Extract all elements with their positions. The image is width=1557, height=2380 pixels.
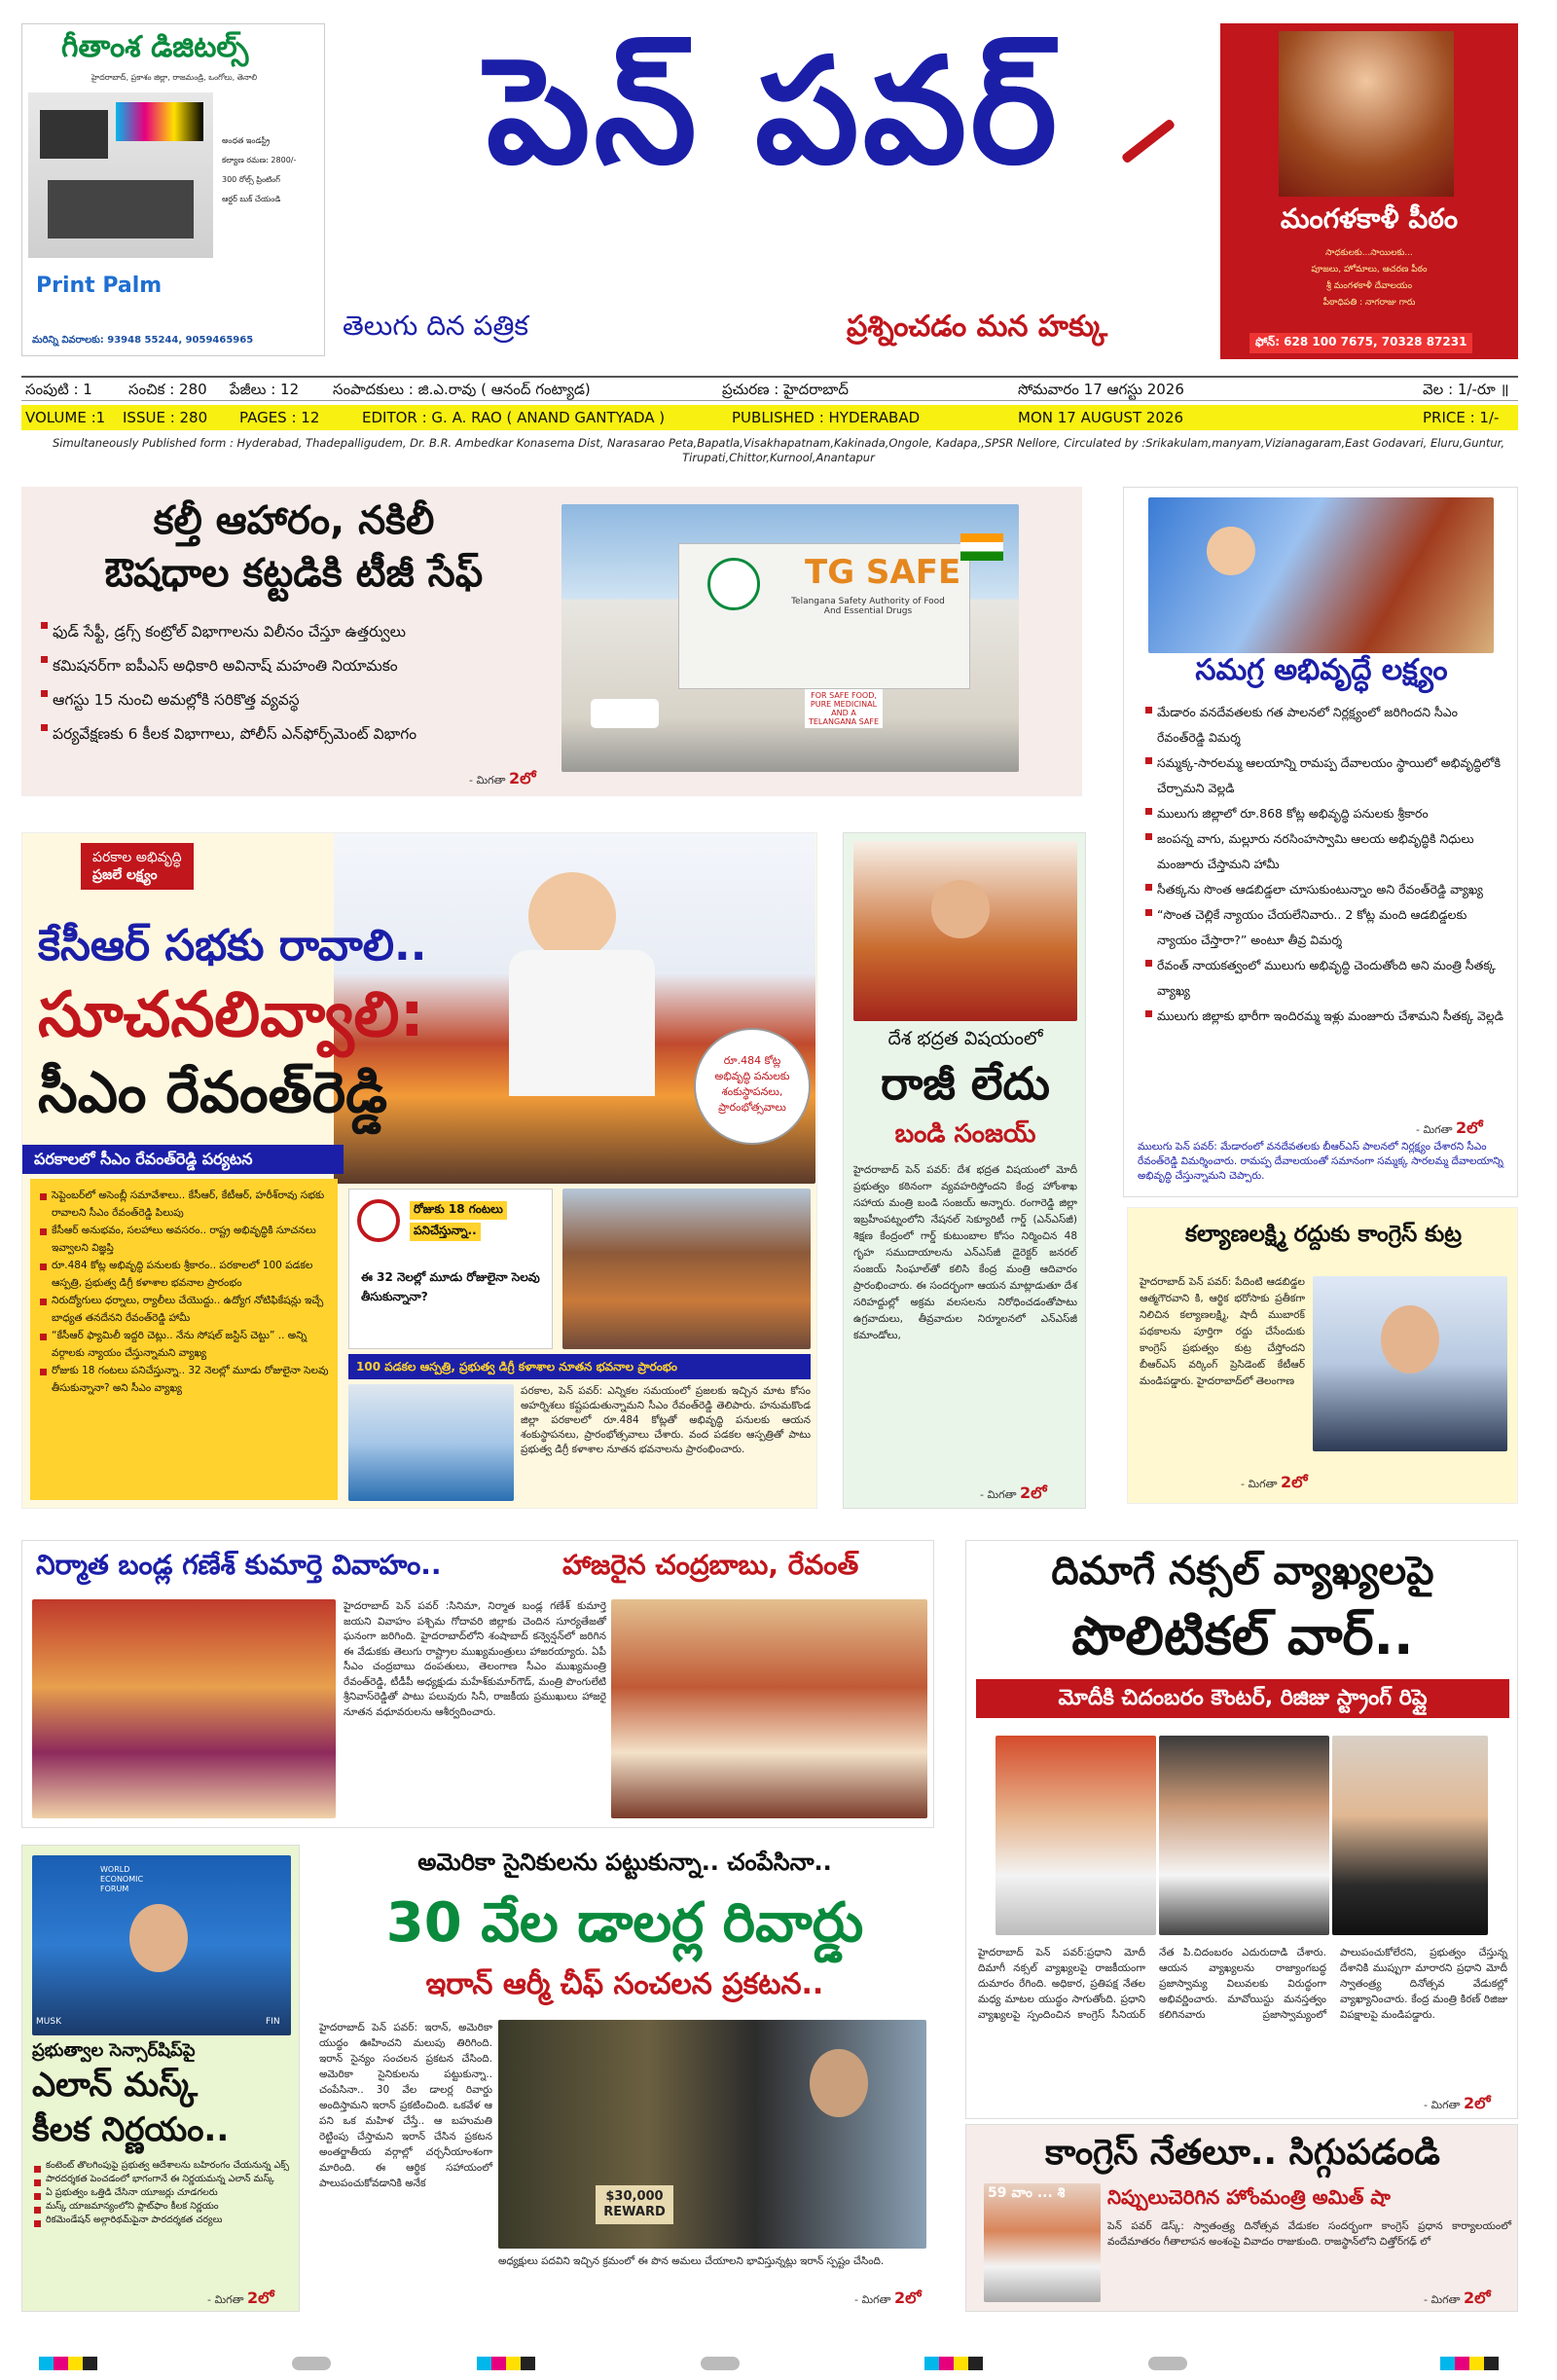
story-intro: ములుగు పెన్ పవర్: మేడారంలో వనదేవతలకు బీఆర్ఎస్ పాలనలో నిర్లక్ష్యం చేశారని సీఎం రేవంత్‌రెడ్డి విమర్శించారు. రామప్ప దేవాలయంతో సమానంగా సమ్మక్క సారలమ్మ దేవాలయాన్ని అభివృద్ధి చేస్తున్నామని చెప్పారు. xyxy=(1138,1141,1503,1182)
story-body: హైదరాబాద్ పెన్ పవర్: దేశ భద్రత విషయంలో మోదీ ప్రభుత్వం కఠినంగా వ్యవహరిస్తోందని కేంద్ర హోంశాఖ సహాయ మంత్రి బండి సంజయ్ అన్నారు. రంగారెడ్డి జిల్లా ఇబ్రహీంపట్నంలోని నేషనల్ సెక్యూరిటీ గార్డ్ (ఎన్ఎస్‌జీ) శిక్షణ కేంద్రంలో గార్డ్ కుటుంబాల కోసం నిర్మించిన 48 గృహ సముదాయాలను ఎన్ఎస్‌జీ డైరెక్టర్ జనరల్ సంజయ్ సింఘాల్‌తో కలిసి కేంద్ర మంత్రి ఆదివారం ప్రారంభించారు. ఈ సందర్భంగా ఆయన మాట్లాడుతూ దేశ సరిహద్దుల్లో అక్రమ వలసలను నిరోధించడంతోపాటు ఉగ్రవాదులు, తీవ్రవాదుల నిర్మూలనలో ఎన్ఎస్‌జీ కమాండోలు, xyxy=(853,1164,1077,1341)
sub-bar: పరకాలలో సీఎం రేవంత్‌రెడ్డి పర్యటన xyxy=(22,1145,344,1174)
continued-label: - మిగతా xyxy=(469,774,506,787)
continued xyxy=(1241,1473,1308,1495)
pages-te: పేజీలు : 12 xyxy=(230,381,300,398)
headline: కాంగ్రెస్ నేతలూ.. సిగ్గుపడండి xyxy=(1045,2133,1440,2173)
price-en: PRICE : 1/- xyxy=(1423,409,1500,426)
bullet: ఏ ప్రభుత్వం ఒత్తిడి చేసినా యూజర్లు చూడగలరు xyxy=(32,2186,293,2200)
story-parakala xyxy=(21,832,817,1509)
clock-line: రోజుకు 18 గంటలు xyxy=(410,1201,507,1220)
bullet: ఫుడ్ సేఫ్టీ, డ్రగ్స్ కంట్రోల్ విభాగాలను విలీనం చేస్తూ ఉత్తర్వులు xyxy=(39,615,564,649)
tg-safe-building-photo xyxy=(561,504,1019,772)
ktr-photo xyxy=(1313,1276,1507,1451)
story-dimagi-naxal xyxy=(965,1540,1518,2119)
ad-line: 300 రోల్స్ ప్రింటింగ్ xyxy=(222,175,280,184)
clock-line: పనిచేస్తున్నా.. xyxy=(410,1223,481,1241)
ad-line: కల్యాణ రమణ: 2800/- xyxy=(222,156,297,165)
continued-page: 2లో xyxy=(1281,1473,1308,1491)
ad-line: పూజలు, హోమాలు, ఆచరణ పీఠం xyxy=(1311,265,1428,275)
bullet: కేసీఆర్ అనుభవం, సలహాలు అవసరం.. రాష్ట్ర అభివృద్ధికి సూచనలు ఇవ్వాలని విజ్ఞప్తి xyxy=(38,1222,330,1257)
tg-safe-sign-sub: Telangana Safety Authority of Food And Essential Drugs xyxy=(791,597,945,616)
continued xyxy=(1424,2288,1491,2311)
ad-line: ఆర్డర్ బుక్ చేయండి xyxy=(222,195,281,203)
story-samagra-abhivruddhi xyxy=(1123,487,1518,1197)
headline: కీలక నిర్ణయం.. xyxy=(32,2110,230,2149)
bullet: కంటెంట్ తొలగింపుపై ప్రభుత్వ ఆదేశాలను బహిరంగం చేయనున్న ఎక్స్ xyxy=(32,2159,293,2173)
continued-page: 2లో xyxy=(247,2288,274,2307)
continued xyxy=(1424,2094,1491,2116)
wef-logo: WORLD ECONOMIC FORUM xyxy=(100,1865,144,1893)
sub-headline: నిప్పులుచెరిగిన హోంమంత్రి అమిత్ షా xyxy=(1107,2185,1391,2209)
clock-callout xyxy=(348,1189,553,1349)
bullet-list xyxy=(38,1187,330,1397)
ad-gitamsha-digitals xyxy=(21,23,325,356)
continued-page: 2లో xyxy=(509,769,536,787)
speaker-name: బండి సంజయ్ xyxy=(894,1119,1036,1149)
name-plate: MUSK xyxy=(36,2017,61,2027)
print-registration-mark xyxy=(924,2357,983,2370)
bullet: ములుగు జిల్లాలో రూ.868 కోట్ల అభివృద్ధి పనులకు శ్రీకారం xyxy=(1143,801,1505,826)
continued-page: 2లో xyxy=(894,2288,922,2307)
headline: సమగ్ర అభివృద్ధే లక్ష్యం xyxy=(1195,653,1448,687)
continued-label: - మిగతా xyxy=(854,2293,891,2306)
ad-line: అంధత ఇండస్ట్రీ xyxy=(222,136,271,145)
issue-info-bar-english xyxy=(21,405,1518,430)
tag-line: ప్రజలే లక్ష్యం xyxy=(92,867,158,883)
bullet: కమిషనర్‌గా ఐపీఎస్ అధికారి అవినాష్ మహంతి నియామకం xyxy=(39,649,564,683)
date-te: సోమవారం 17 ఆగస్టు 2026 xyxy=(1018,381,1184,398)
continued-page: 2లో xyxy=(1020,1483,1047,1502)
headline: ప్రభుత్వాల సెన్సార్‌షిప్‌పై xyxy=(32,2040,196,2061)
story-bandla-ganesh-wedding xyxy=(21,1540,934,1828)
headline: ఎలాన్ మస్క్ xyxy=(32,2066,199,2105)
date-en: MON 17 AUGUST 2026 xyxy=(1018,409,1184,426)
bullet: రికమెండేషన్ అల్గారిథమ్‌పైనా పారదర్శకత చర్యలు xyxy=(32,2214,293,2227)
bullet-list xyxy=(39,615,564,751)
story-body: హైదరాబాద్ పెన్ పవర్: ఇరాన్, అమెరికా యుద్ధం ఊహించని మలుపు తిరిగింది. ఇరాన్ సైన్యం సంచలన ప్రకటన చేసింది. అమెరికా సైనికులను పట్టుకున్నా.. చంపేసినా.. 30 వేల డాలర్ల రివార్డు అందిస్తామని ఇరాన్ ప్రకటించింది. ఒకవేళ ఆ పని ఒక మహిళ చేస్తే.. ఆ బహుమతి రెట్టింపు చేస్తామని ఇరాన్ చేసిన ప్రకటన అంతర్జాతీయ వర్గాల్లో చర్చనీయాంశంగా మారింది. ఈ ఆర్థిక సహాయంలో పాలుపంచుకోవడానికి అనేక xyxy=(319,2022,492,2189)
ad-title: గీతాంశ డిజిటల్స్ xyxy=(61,30,249,64)
ad-contact: మరిన్ని వివరాలకు: 93948 55244, 9059465965 xyxy=(32,335,254,346)
headline: సీఎం రేవంత్‌రెడ్డి xyxy=(38,1059,388,1125)
print-registration-mark xyxy=(39,2357,97,2370)
bullet: జంపన్న వాగు, మల్లూరు నరసింహస్వామి ఆలయ అభివృద్ధికి నిధులు మంజూరు చేస్తామని హామీ xyxy=(1143,826,1505,877)
continued xyxy=(469,769,536,791)
bullet-list xyxy=(32,2159,293,2227)
continued-page: 2లో xyxy=(1464,2288,1491,2307)
story-tg-safe xyxy=(21,487,1082,796)
bullet: “కేసీఆర్ ఫ్యామిలీ ఇద్దరి చెట్లు.. నేను సోషల్ జస్టిస్ చెట్టు” .. అన్ని వర్గాలకు న్యాయం చేస్తున్నామని వ్యాఖ్య xyxy=(38,1327,330,1362)
continued-label: - మిగతా xyxy=(207,2293,244,2306)
story-elon-musk xyxy=(21,1845,300,2312)
pages-en: PAGES : 12 xyxy=(239,409,320,426)
elon-musk-photo xyxy=(32,1855,291,2035)
print-registration-mark xyxy=(701,2357,740,2370)
headline: సూచనలివ్వాలి: xyxy=(38,979,425,1051)
editor-en: EDITOR : G. A. RAO ( ANAND GANTYADA ) xyxy=(362,409,666,426)
headline: దిమాగే నక్సల్ వ్యాఖ్యలపై xyxy=(1051,1549,1434,1593)
story-congress-amit-shah xyxy=(965,2124,1518,2312)
bullet: సమ్మక్క-సారలమ్మ ఆలయాన్ని రామప్ప దేవాలయం స్థాయిలో అభివృద్ధిలోకి చేర్చామని వెల్లడి xyxy=(1143,751,1505,801)
amit-shah-photo xyxy=(984,2183,1101,2302)
bullet: రోజుకు 18 గంటలు పనిచేస్తున్నా.. 32 నెలల్లో మూడు రోజులైనా సెలవు తీసుకున్నానా? అని సీఎం వ్యాఖ్య xyxy=(38,1362,330,1397)
name-plate: FIN xyxy=(266,2017,280,2027)
bullet: “సొంత చెల్లికే న్యాయం చేయలేనివారు.. 2 కోట్ల మంది ఆడబిడ్డలకు న్యాయం చేస్తారా?” అంటూ తీవ్ర విమర్శ xyxy=(1143,902,1505,953)
ad-mangalakali-peetham xyxy=(1220,23,1518,359)
bullet: పర్యవేక్షణకు 6 కీలక విభాగాలు, పోలీస్ ఎన్‌ఫోర్స్‌మెంట్ విభాగం xyxy=(39,717,564,751)
bullet: మేడారం వనదేవతలకు గత పాలనలో నిర్లక్ష్యంలో జరిగిందని సీఎం రేవంత్‌రెడ్డి విమర్శ xyxy=(1143,700,1505,751)
editor-te: సంపాదకులు : జి.ఎ.రావు ( ఆనంద్ గంట్యాడ) xyxy=(333,381,591,398)
ad-brand: Print Palm xyxy=(36,274,163,298)
print-registration-mark xyxy=(1148,2357,1187,2370)
masthead-title: పెన్ పవర్ xyxy=(486,27,1062,197)
story-kalyanalakshmi xyxy=(1127,1207,1518,1504)
modi-photo xyxy=(996,1736,1156,1935)
ad-phone: ఫోన్: 628 100 7675, 70328 87231 xyxy=(1249,333,1472,353)
headline: కల్తీ ఆహారం, నకిలీ xyxy=(153,498,435,543)
continued xyxy=(980,1483,1047,1506)
ad-line: శ్రీ మంగళకాళీ దేవాలయం xyxy=(1325,281,1413,291)
tg-safe-board: FOR SAFE FOOD, PURE MEDICINAL AND A TELANGANA SAFE xyxy=(805,689,883,728)
reward-badge: $30,000 REWARD xyxy=(596,2185,673,2224)
sub-headline: ఇరాన్ ఆర్మీ చీఫ్ సంచలన ప్రకటన.. xyxy=(425,1967,824,2001)
bandi-sanjay-photo xyxy=(853,841,1077,1021)
ad-subtitle: హైదరాబాద్, ప్రకాశం జిల్లా, రాజమండ్రి, ఒంగోలు, తెనాలి xyxy=(91,73,258,82)
tag-parakala xyxy=(81,843,194,890)
masthead-slogan: ప్రశ్నించడం మన హక్కు xyxy=(847,310,1108,344)
story-body: పెన్ పవర్ డెస్క్: స్వాతంత్ర్య దినోత్సవ వేడుకల సందర్భంగా కాంగ్రెస్ ప్రధాన కార్యాలయంలో వందేమాతరం గీతాలాపన అంశంపై వివాదం రాజుకుంది. రాజస్థాన్‌లోని చిత్తోర్‌గఢ్ లో xyxy=(1107,2220,1511,2248)
revanth-medaram-photo xyxy=(1148,497,1494,653)
bullet-list xyxy=(1143,700,1505,1029)
stat-bubble: రూ.484 కోట్ల అభివృద్ధి పనులకు శంకుస్థాపనలు, ప్రారంభోత్సవాలు xyxy=(694,1028,811,1145)
continued-label: - మిగతా xyxy=(980,1488,1017,1501)
continued-label: - మిగతా xyxy=(1241,1478,1278,1490)
story-bandi-sanjay xyxy=(843,832,1086,1509)
continued xyxy=(207,2288,274,2311)
chidambaram-photo xyxy=(1159,1736,1329,1935)
headline: కల్యాణలక్ష్మి రద్దుకు కాంగ్రెస్ కుట్ర xyxy=(1184,1222,1463,1247)
masthead-tagline: తెలుగు దిన పత్రిక xyxy=(343,310,528,342)
headline: హాజరైన చంద్రబాబు, రేవంత్ xyxy=(562,1549,859,1581)
continued-page: 2లో xyxy=(1456,1118,1483,1137)
tag-line: పరకాల అభివృద్ధి xyxy=(92,850,182,865)
published-te: ప్రచురణ : హైదరాబాద్ xyxy=(722,381,849,398)
bullet: మస్క్ యాజమాన్యంలోని ప్లాట్‌ఫాం కీలక నిర్ణయం xyxy=(32,2200,293,2214)
headline: పొలిటికల్ వార్.. xyxy=(1071,1605,1414,1666)
tg-safe-sign: TG SAFE xyxy=(805,553,961,592)
photo-caption: అధ్యక్షులు పదవిని ఇచ్చిన క్రమంలో ఈ పొన అమలు చేయాలని భావిస్తున్నట్లు ఇరాన్ స్పష్టం చేసింది. xyxy=(498,2255,885,2267)
bullet: ఆగస్టు 15 నుంచి అమల్లోకి సరికొత్త వ్యవస్థ xyxy=(39,683,564,717)
swami-photo xyxy=(1279,31,1454,197)
headline: 30 వేల డాలర్ల రివార్డు xyxy=(385,1891,864,1955)
story-body: హైదరాబాద్ పెన్ పవర్:ప్రధాని మోదీ దిమాగీ నక్సల్ వ్యాఖ్యలపై రాజకీయంగా దుమారం రేగింది. అధికార, ప్రతిపక్ష నేతల మధ్య మాటల యుద్ధం సాగుతోంది. ప్రధాని వ్యాఖ్యలపై స్పందించిన కాంగ్రెస్ సీనియర్ నేత పి.చిదంబరం ఎదురుదాడి చేశారు. ఆయన వ్యాఖ్యలను రాజ్యాంగబద్ధ ప్రజాస్వామ్య విలువలకు విరుద్ధంగా అభివర్ణించారు. మావోయిస్టు మనస్తత్వం కలిగినవారు ప్రజాస్వామ్యంలో పాలుపంచుకోలేరని, ప్రభుత్వం చేస్తున్న దేశానికి ముప్పుగా మారారని ప్రధాని మోదీ స్వాతంత్ర్య దినోత్సవ వేడుకల్లో వ్యాఖ్యానించారు. కేంద్ర మంత్రి కిరణ్ రిజిజు విపక్షాలపై మండిపడ్డారు. xyxy=(978,1947,1507,2021)
kicker: అమెరికా సైనికులను పట్టుకున్నా.. చంపేసినా.. xyxy=(417,1849,832,1876)
tg-safe-emblem-icon xyxy=(707,558,760,610)
sub-headline: మోదీకి చిదంబరం కౌంటర్, రిజిజు స్ట్రాంగ్ రిప్లై xyxy=(976,1679,1509,1718)
rijiju-photo xyxy=(1332,1736,1488,1935)
hospital-opening-photo xyxy=(348,1384,514,1501)
volume-en: VOLUME :1 xyxy=(25,409,106,426)
circulation-note: Simultaneously Published form : Hyderabad, Thadepalligudem, Dr. B.R. Ambedkar Konasema Dist, Narasarao Peta,Bapatla,Visakhapatnam,Kakinada,Ongole, Kadapa,,SPSR Nellore, Circulated by :Srikakulam,manyam,Vizianagaram,East Godavari, Eluru,Guntur, Tirupati,Chittor,Kurnool,Anantapur xyxy=(52,436,1504,464)
photo-text: 59 వాం ... శి xyxy=(988,2185,1066,2201)
soldiers-photo xyxy=(498,2020,926,2249)
bullet-panel xyxy=(30,1179,338,1500)
headline: రాజీ లేదు xyxy=(881,1057,1050,1110)
continued-page: 2లో xyxy=(1464,2094,1491,2112)
wedding-photo-left xyxy=(32,1599,336,1818)
headline: ఔషధాల కట్టడికి టీజీ సేఫ్ xyxy=(104,551,484,596)
bullet: నిరుద్యోగులు ధర్నాలు, ర్యాలీలు చేయొద్దు.. ఉద్యోగ నోటిఫికేషన్లు ఇచ్చే బాధ్యత తనదేనని రేవంత్‌రెడ్డి హామీ xyxy=(38,1292,330,1327)
bullet: రూ.484 కోట్ల అభివృద్ధి పనులకు శ్రీకారం.. పరకాలలో 100 పడకల ఆస్పత్రి, ప్రభుత్వ డిగ్రీ కళాశాల భవనాల ప్రారంభం xyxy=(38,1257,330,1292)
printer-image xyxy=(28,92,213,258)
wedding-photo-right xyxy=(611,1599,927,1818)
continued xyxy=(1416,1118,1483,1141)
clock-icon xyxy=(357,1199,400,1242)
price-te: వెల : 1/-రూ ॥ xyxy=(1423,381,1509,398)
continued-label: - మిగతా xyxy=(1424,2099,1461,2111)
issue-en: ISSUE : 280 xyxy=(123,409,208,426)
bullet: ములుగు జిల్లాకు భారీగా ఇందిరమ్మ ఇళ్లు మంజూరు చేశామని సీతక్క వెల్లడి xyxy=(1143,1004,1505,1029)
volume-te: సంపుటి : 1 xyxy=(25,381,92,398)
story-body: పరకాల, పెన్ పవర్: ఎన్నికల సమయంలో ప్రజలకు ఇచ్చిన మాట కోసం అహర్నిశలు కష్టపడుతున్నామని సీఎం రేవంత్‌రెడ్డి తెలిపారు. హనుమకొండ జిల్లా పరకాలలో రూ.484 కోట్లతో అభివృద్ధి పనులకు ఆయన శంకుస్థాపనలు, ప్రారంభోత్సవాలు చేశారు. వంద పడకల ఆస్పత్రితో పాటు ప్రభుత్వ డిగ్రీ కళాశాల నూతన భవనాలను ప్రారంభించారు. xyxy=(521,1385,811,1455)
print-registration-mark xyxy=(477,2357,535,2370)
crowd-photo xyxy=(562,1189,811,1349)
ad-line: పీఠాధిపతి : నాగరాజు గారు xyxy=(1322,298,1416,308)
headline: నిర్మాత బండ్ల గణేశ్ కుమార్తె వివాహం.. xyxy=(36,1549,442,1581)
print-registration-mark xyxy=(1440,2357,1499,2370)
ad-banner: మంగళకాళీ పీఠం xyxy=(1280,202,1459,235)
photo-caption: 100 పడకల ఆస్పత్రి, ప్రభుత్వ డిగ్రీ కళాశాల నూతన భవనాల ప్రారంభం xyxy=(348,1354,811,1379)
ad-line: సాధకులకు...సాయిలకు... xyxy=(1325,248,1413,258)
continued-label: - మిగతా xyxy=(1424,2293,1461,2306)
issue-info-bar-telugu xyxy=(21,376,1518,401)
bullet: సెప్టెంబర్‌లో అసెంబ్లీ సమావేశాలు.. కేసీఆర్, కేటీఆర్, హరీశ్‌రావు సభకు రావాలని సీఎం రేవంత్‌రెడ్డి పిలుపు xyxy=(38,1187,330,1222)
bullet: సీతక్కను సొంత ఆడబిడ్డలా చూసుకుంటున్నాం అని రేవంత్‌రెడ్డి వ్యాఖ్య xyxy=(1143,877,1505,902)
print-registration-mark xyxy=(292,2357,331,2370)
quote: ఈ 32 నెలల్లో మూడు రోజులైనా సెలవు తీసుకున్నానా? xyxy=(361,1270,540,1303)
bullet: పారదర్శకత పెంచడంలో భాగంగానే ఈ నిర్ణయమన్న ఎలాన్ మస్క్ xyxy=(32,2173,293,2186)
bullet: రేవంత్ నాయకత్వంలో ములుగు అభివృద్ధి చెందుతోంది అని మంత్రి సీతక్క వ్యాఖ్య xyxy=(1143,953,1505,1004)
continued xyxy=(854,2288,922,2311)
story-body: హైదరాబాద్ పెన్ పవర్: పేదింటి ఆడబిడ్డల ఆత్మగౌరవాని కి, ఆర్థిక భరోసాకు ప్రతీకగా నిలిచిన కల్యాణలక్ష్మి, షాదీ ముబారక్ పథకాలను పూర్తిగా రద్దు చేసేందుకు కాంగ్రెస్ ప్రభుత్వం కుట్ర చేస్తోందని బీఆర్ఎస్ వర్కింగ్ ప్రెసిడెంట్ కేటీఆర్ మండిపడ్డారు. హైదరాబాద్‌లో తెలంగాణ xyxy=(1140,1276,1305,1387)
headline: కేసీఆర్ సభకు రావాలి.. xyxy=(38,921,427,970)
continued-label: - మిగతా xyxy=(1416,1123,1453,1136)
issue-te: సంచిక : 280 xyxy=(128,381,207,398)
story-iran-reward xyxy=(313,1845,936,2312)
kicker: దేశ భద్రత విషయంలో xyxy=(887,1028,1043,1049)
story-body: హైదరాబాద్ పెన్ పవర్ :సినిమా, నిర్మాత బండ్ల గణేశ్ కుమార్తె జయని వివాహం పశ్చిమ గోదావరి జిల్లాకు చెందిన సూర్యతేజతో ఘనంగా జరిగింది. హైదరాబాద్‌లోని శంషాబాద్ కన్వెన్షన్‌లో జరిగిన ఈ వేడుకకు తెలుగు రాష్ట్రాల ముఖ్యమంత్రులు హాజరయ్యారు. ఏపీ సీఎం చంద్రబాబు దంపతులు, తెలంగాణ సీఎం ముఖ్యమంత్రి రేవంత్‌రెడ్డి, టీడీపీ అధ్యక్షుడు మహేశ్‌కుమార్‌గౌడ్, మంత్రి పొంగులేటి శ్రీనివాస్‌రెడ్డితో పాటు పలువురు సినీ, రాజకీయ ప్రముఖులు హాజరై నూతన వధూవరులను ఆశీర్వదించారు. xyxy=(344,1600,606,1718)
published-en: PUBLISHED : HYDERABAD xyxy=(732,409,921,426)
